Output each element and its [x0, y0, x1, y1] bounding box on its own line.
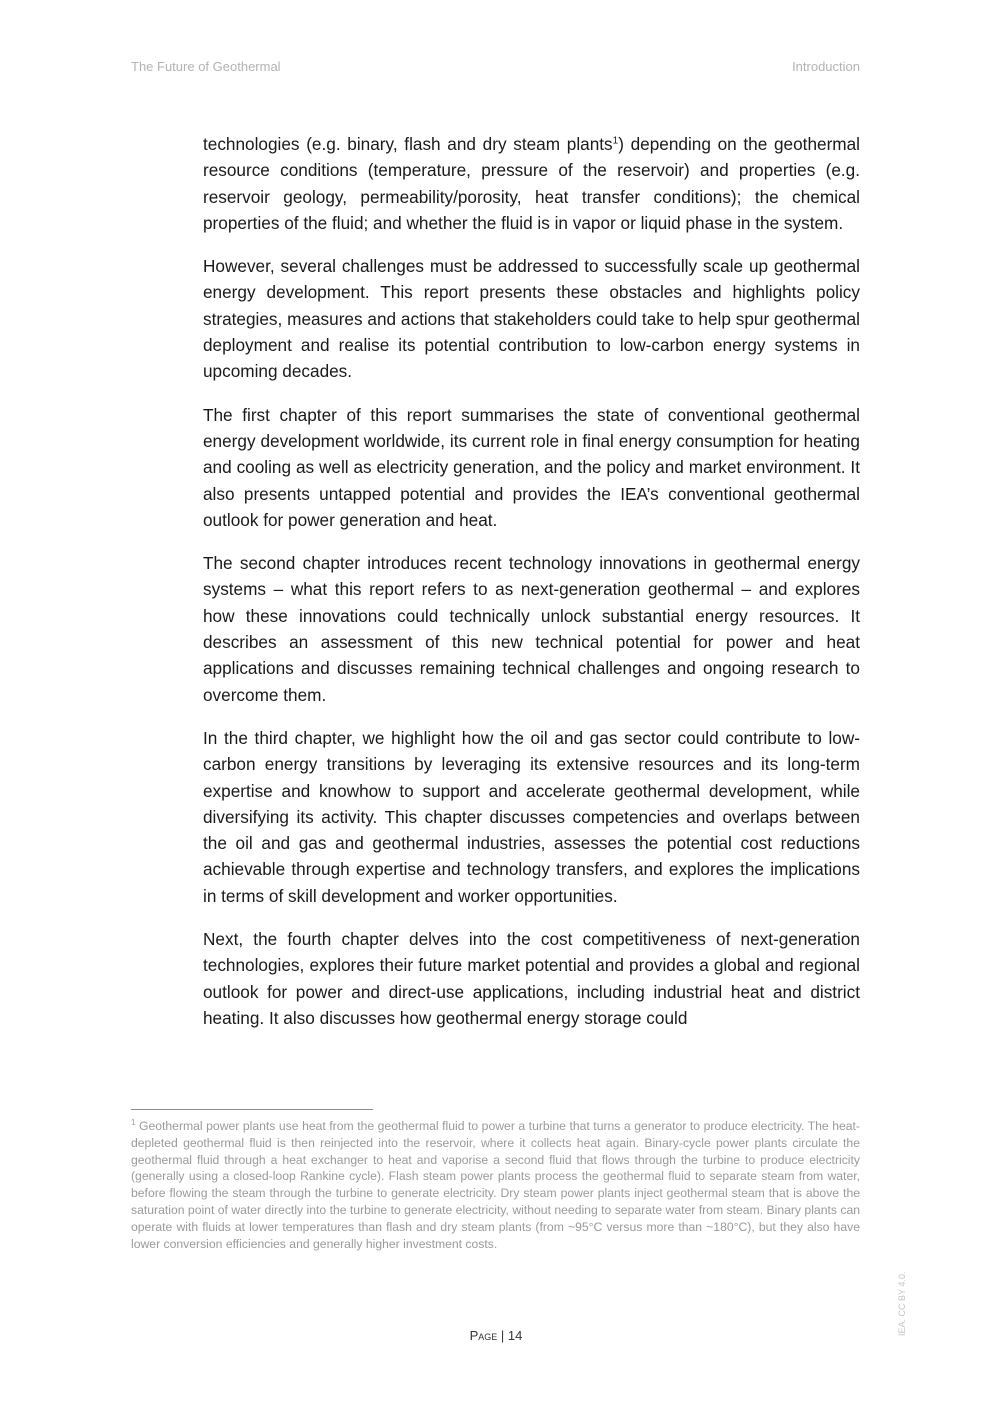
paragraph-3: The first chapter of this report summarises the state of conventional geothermal energy development worldwide, its current role in final energy consumption for heating and cooling as well as electricity generation, and the policy and market environment. It also presents untapped potential and provides the IEA’s conventional geothermal outlook for power generation and heat. [203, 404, 860, 530]
page-label: Page [469, 1328, 498, 1343]
body-text [203, 131, 860, 1048]
footnote-text: Geothermal power plants use heat from the geothermal fluid to power a turbine that turns a generator to produce electricity. The heat-depleted geothermal fluid is then reinjected into the reservoir, where it collects heat again. Binary-cycle power plants circulate the geothermal fluid through a heat exchanger to heat and vaporise a second fluid that flows through the turbine to produce electricity (generally using a closed-loop Rankine cycle). Flash steam power plants process the geothermal fluid to separate steam from water, before flowing the steam through the turbine to generate electricity. Dry steam power plants inject geothermal steam that is above the saturation point of water directly into the turbine to generate electricity, without needing to separate water from steam. Binary plants can operate with fluids at lower temperatures than flash and dry steam plants (from ~95°C versus more than ~180°C), but they also have lower conversion efficiencies and generally higher investment costs. [131, 1119, 860, 1251]
running-header-section: Introduction [792, 59, 860, 74]
page-footer [0, 1328, 992, 1343]
paragraph-1-start: technologies (e.g. binary, flash and dry steam plants [203, 134, 613, 154]
paragraph-1-end: ) depending on the geothermal resource conditions (temperature, pressure of the reservoir) and properties (e.g. reservoir geology, permeability/porosity, heat transfer conditions); the chemical properties of the fluid; and whether the fluid is in vapor or liquid phase in the system. [203, 134, 860, 233]
page-number: 14 [507, 1328, 523, 1343]
paragraph-4: The second chapter introduces recent technology innovations in geothermal energy systems – what this report refers to as next-generation geothermal – and explores how these innovations could technically unlock substantial energy resources. It describes an assessment of this new technical potential for power and heat applications and discusses remaining technical challenges and ongoing research to overcome them. [203, 553, 860, 705]
running-header-title: The Future of Geothermal [131, 59, 281, 74]
footnote-ref-1[interactable]: 1 [612, 135, 619, 147]
page-separator: | [497, 1328, 508, 1343]
paragraph-6: Next, the fourth chapter delves into the cost competitiveness of next-generation technologies, explores their future market potential and provides a global and regional outlook for power and direct-use applications, including industrial heat and district heating. It also discusses how geothermal energy storage could [203, 929, 860, 1028]
footnote-marker: 1 [131, 1117, 136, 1127]
paragraph-2: However, several challenges must be addressed to successfully scale up geothermal energy development. This report presents these obstacles and highlights policy strategies, measures and actions that stakeholders could take to help spur geothermal deployment and realise its potential contribution to low-carbon energy systems in upcoming decades. [203, 256, 860, 382]
paragraph-5: In the third chapter, we highlight how the oil and gas sector could contribute to low-carbon energy transitions by leveraging its extensive resources and its long-term expertise and knowhow to support and accelerate geothermal development, while diversifying its activity. This chapter discusses competencies and overlaps between the oil and gas and geothermal industries, assesses the potential cost reductions achievable through expertise and technology transfers, and explores the implications in terms of skill development and worker opportunities. [203, 727, 860, 906]
license-text: IEA. CC BY 4.0. [897, 1271, 907, 1336]
footnote-separator [131, 1109, 373, 1110]
footnote-1 [131, 1118, 860, 1252]
paragraph-1 [203, 131, 860, 236]
